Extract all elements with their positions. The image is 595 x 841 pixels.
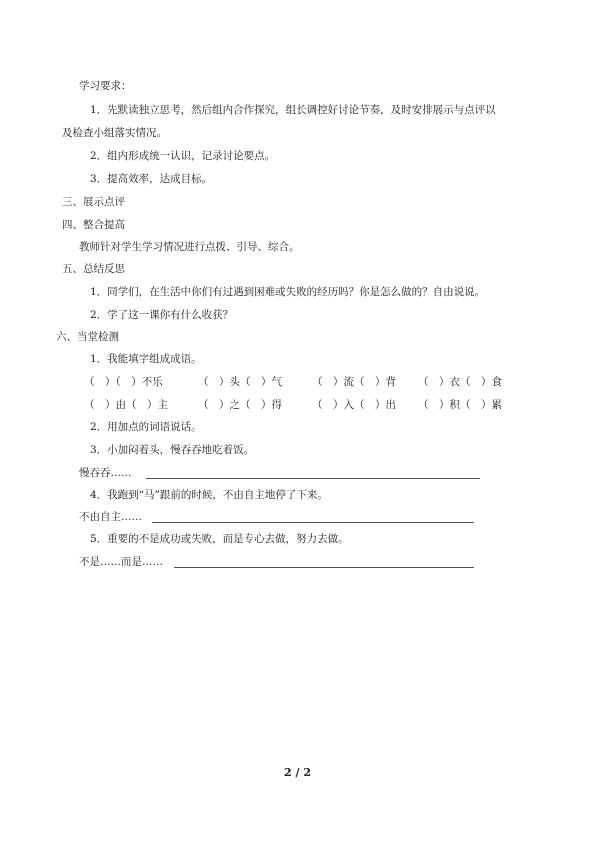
teacher-note: 教师针对学生学习情况进行点拨、引导、综合。 — [79, 241, 300, 253]
study-requirements-heading: 学习要求： — [79, 80, 132, 92]
section-4-heading: 四、整合提高 — [62, 219, 125, 231]
exercise-3: 3．小加闷着头，慢吞吞地吃着饭。 — [90, 444, 255, 456]
idiom-blank: （ ）入（ ）出 — [312, 399, 396, 411]
idiom-blank: （ ）积（ ）累 — [418, 399, 502, 411]
requirement-2: 2．组内形成统一认识，记录讨论要点。 — [90, 150, 276, 162]
idiom-blank: （ ）流（ ）背 — [312, 376, 396, 388]
page-number: 2 / 2 — [284, 766, 311, 779]
reflection-question-2: 2．学了这一课你有什么收获？ — [90, 309, 234, 321]
requirement-3: 3．提高效率，达成目标。 — [90, 173, 213, 185]
answer-line-2[interactable] — [152, 522, 474, 523]
idiom-blank: （ ）衣（ ）食 — [418, 376, 502, 388]
exercise-2: 2．用加点的词语说话。 — [90, 421, 202, 433]
exercise-5-prompt: 不是……而是…… — [79, 556, 163, 568]
idiom-row-2 — [84, 398, 524, 412]
idiom-blank: （ ）头（ ）气 — [198, 376, 282, 388]
idiom-blank: （ ）由（ ）主 — [84, 399, 168, 411]
answer-line-1[interactable] — [146, 478, 480, 479]
reflection-question-1: 1．同学们，在生活中你们有过遇到困难或失败的经历吗？你是怎么做的？自由说说。 — [90, 286, 486, 298]
section-3-heading: 三、展示点评 — [62, 196, 125, 208]
exercise-5: 5．重要的不是成功或失败，而是专心去做，努力去做。 — [90, 533, 349, 545]
answer-line-3[interactable] — [174, 567, 474, 568]
idiom-blank: （ ）之（ ）得 — [198, 399, 282, 411]
exercise-4-prompt: 不由自主…… — [79, 511, 142, 523]
idiom-row-1 — [84, 375, 524, 389]
idiom-blank: （ ）（ ）不乐 — [84, 376, 163, 388]
requirement-1: 1．先默读独立思考，然后组内合作探究，组长调控好讨论节奏，及时安排展示与点评以 — [90, 104, 496, 116]
exercise-4: 4．我跑到“马”跟前的时候，不由自主地停了下来。 — [90, 489, 328, 501]
exercise-3-prompt: 慢吞吞…… — [79, 467, 132, 479]
section-5-heading: 五、总结反思 — [62, 263, 125, 275]
requirement-1-cont: 及检查小组落实情况。 — [62, 127, 167, 139]
exercise-1: 1．我能填字组成成语。 — [90, 353, 202, 365]
section-6-heading: 六、当堂检测 — [56, 331, 119, 343]
